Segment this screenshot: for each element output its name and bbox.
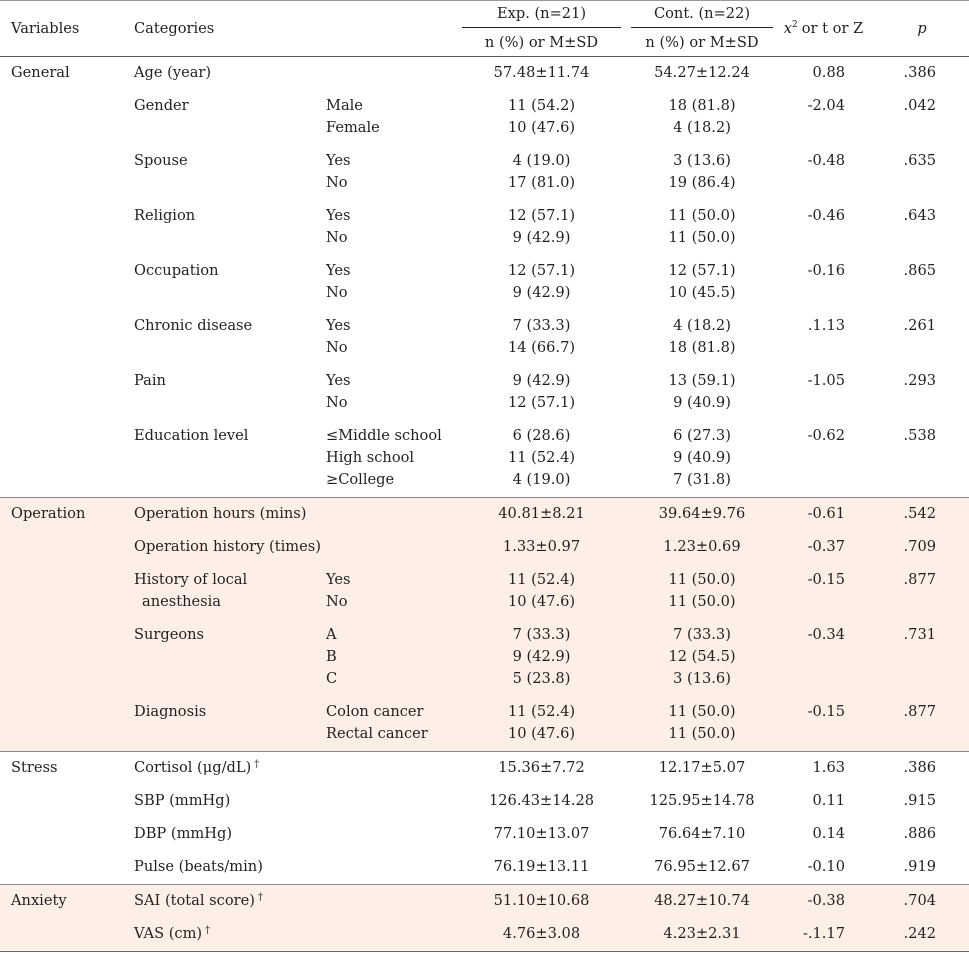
exp-value-cell — [457, 145, 626, 200]
variable-line — [134, 150, 318, 172]
exp-value: 12 (57.1) — [507, 207, 576, 224]
variable-label: Operation history (times) — [134, 538, 321, 555]
category-label: B — [326, 648, 337, 665]
statistic-value: 0.11 — [812, 792, 846, 809]
exp-value-cell — [457, 498, 626, 532]
exp-value-cell — [457, 785, 626, 818]
exp-value-cell — [457, 310, 626, 365]
variable-cell — [126, 851, 457, 885]
category-label: Yes — [326, 207, 351, 224]
cont-value-cell — [626, 531, 778, 564]
statistic-value: .1.13 — [807, 317, 846, 334]
variable-cell — [126, 255, 318, 310]
category-cell — [318, 696, 457, 752]
variable-cell — [126, 310, 318, 365]
p-value: .886 — [903, 825, 937, 842]
cont-value-cell — [626, 310, 778, 365]
header-cont — [626, 1, 778, 29]
section-stress — [0, 752, 969, 885]
cont-value: 11 (50.0) — [668, 593, 736, 610]
category-label: Rectal cancer — [326, 725, 428, 742]
section-label-cell — [0, 752, 126, 885]
cont-value: 4 (18.2) — [673, 119, 731, 136]
exp-value-cell — [457, 564, 626, 619]
footnote-mark: † — [254, 759, 260, 770]
cont-value: 4.23±2.31 — [663, 925, 741, 942]
exp-value: 9 (42.9) — [512, 229, 571, 246]
statistic-value: -0.46 — [807, 207, 846, 224]
variable-line — [134, 536, 457, 558]
category-label: No — [326, 394, 348, 411]
exp-value: 9 (42.9) — [512, 284, 571, 301]
variable-cell — [126, 420, 318, 498]
variable-cell — [126, 531, 457, 564]
variable-line — [134, 260, 318, 282]
section-label-cell — [0, 498, 126, 752]
variable-line — [134, 823, 457, 845]
category-label: Colon cancer — [326, 703, 424, 720]
exp-value: 77.10±13.07 — [493, 825, 590, 842]
exp-value: 9 (42.9) — [512, 372, 571, 389]
exp-value-cell — [457, 365, 626, 420]
variable-line — [134, 95, 318, 117]
variable-line — [134, 701, 318, 723]
category-label: Female — [326, 119, 380, 136]
header-exp — [457, 1, 626, 29]
cont-value: 18 (81.8) — [668, 339, 736, 356]
variable-label: SBP (mmHg) — [134, 792, 231, 809]
exp-value: 11 (52.4) — [507, 571, 576, 588]
p-value: .919 — [903, 858, 937, 875]
exp-value: 14 (66.7) — [507, 339, 576, 356]
statistic-value: -0.38 — [778, 885, 875, 919]
variable-line — [134, 315, 318, 337]
category-label: Yes — [326, 262, 351, 279]
cont-value: 10 (45.5) — [668, 284, 736, 301]
exp-value-cell — [457, 752, 626, 786]
statistic-value: -0.16 — [807, 262, 846, 279]
statistic-value: -1.05 — [807, 372, 846, 389]
category-label: High school — [326, 449, 415, 466]
table-header — [0, 1, 969, 57]
category-cell — [318, 365, 457, 420]
cont-value: 1.23±0.69 — [663, 538, 741, 555]
table-row — [0, 498, 969, 532]
cont-value: 11 (50.0) — [668, 703, 736, 720]
variable-label: Education level — [134, 427, 249, 444]
cont-value-cell — [626, 918, 778, 952]
footnote-mark: † — [257, 892, 263, 903]
cont-value-cell — [626, 696, 778, 752]
statistic-value: -0.37 — [778, 531, 875, 564]
variable-label: Gender — [134, 97, 189, 114]
p-value: .635 — [903, 152, 937, 169]
variable-line — [134, 205, 318, 227]
exp-value-cell — [457, 57, 626, 91]
exp-value: 15.36±7.72 — [498, 759, 585, 776]
exp-value: 11 (54.2) — [507, 97, 576, 114]
statistic-value: -2.04 — [807, 97, 846, 114]
variable-line — [134, 790, 457, 812]
cont-value-cell — [626, 200, 778, 255]
cont-value: 9 (40.9) — [673, 449, 731, 466]
section-operation — [0, 498, 969, 752]
cont-value-cell — [626, 851, 778, 885]
table-row — [0, 885, 969, 919]
exp-value-cell — [457, 619, 626, 696]
header-variables: Variables — [11, 20, 80, 37]
header-exp-label: Exp. (n=21) — [462, 1, 621, 28]
p-value: .865 — [903, 262, 937, 279]
exp-value: 126.43±14.28 — [488, 792, 595, 809]
variable-cell — [126, 885, 457, 919]
variable-cell — [126, 90, 318, 145]
cont-value: 4 (18.2) — [673, 317, 731, 334]
category-label: A — [326, 626, 337, 643]
statistic-value: -0.15 — [778, 564, 875, 619]
cont-value: 11 (50.0) — [668, 571, 736, 588]
category-cell — [318, 619, 457, 696]
cont-value: 3 (13.6) — [673, 152, 731, 169]
statistic-value: 0.14 — [812, 825, 846, 842]
exp-value: 7 (33.3) — [512, 626, 571, 643]
table-row — [0, 619, 969, 696]
table-row — [0, 57, 969, 91]
category-cell — [318, 145, 457, 200]
p-value: .731 — [875, 619, 969, 696]
p-value: .242 — [875, 918, 969, 952]
exp-value-cell — [457, 851, 626, 885]
variable-cell — [126, 752, 457, 786]
variable-label: Surgeons — [134, 626, 205, 643]
statistic-value: 1.63 — [812, 759, 846, 776]
p-value: .293 — [903, 372, 937, 389]
cont-value: 76.64±7.10 — [658, 825, 746, 842]
header-statistic-superscript: 2 — [792, 20, 798, 30]
statistic-value: -0.10 — [807, 858, 846, 875]
exp-value: 7 (33.3) — [512, 317, 571, 334]
variable-label: Occupation — [134, 262, 219, 279]
exp-value: 11 (52.4) — [507, 449, 576, 466]
exp-value-cell — [457, 885, 626, 919]
exp-value: 12 (57.1) — [507, 262, 576, 279]
category-cell — [318, 564, 457, 619]
variable-line — [134, 624, 318, 646]
category-cell — [318, 255, 457, 310]
variable-label: Cortisol (μg/dL) — [134, 759, 252, 776]
table-row — [0, 752, 969, 786]
cont-value: 7 (31.8) — [673, 471, 731, 488]
cont-value: 7 (33.3) — [673, 626, 731, 643]
cont-value: 19 (86.4) — [668, 174, 736, 191]
cont-value-cell — [626, 57, 778, 91]
cont-value-cell — [626, 785, 778, 818]
header-cont-sub: n (%) or M±SD — [645, 33, 759, 51]
section-name: Anxiety — [11, 892, 67, 909]
category-label: C — [326, 670, 338, 687]
p-value: .542 — [875, 498, 969, 532]
section-name: General — [11, 64, 70, 81]
table-row — [0, 531, 969, 564]
variable-label: History of local — [134, 571, 248, 588]
variable-line — [134, 923, 457, 945]
p-value: .386 — [903, 64, 937, 81]
variable-cell — [126, 785, 457, 818]
variable-label: SAI (total score) — [134, 892, 255, 909]
cont-value-cell — [626, 885, 778, 919]
exp-value: 51.10±10.68 — [493, 892, 590, 909]
statistic-value: 0.88 — [812, 64, 846, 81]
cont-value-cell — [626, 818, 778, 851]
cont-value: 6 (27.3) — [673, 427, 731, 444]
variable-cell — [126, 564, 318, 619]
statistic-value: -0.48 — [807, 152, 846, 169]
variable-cell — [126, 57, 457, 91]
p-value: .386 — [903, 759, 937, 776]
cont-value: 12.17±5.07 — [658, 759, 746, 776]
cont-value-cell — [626, 365, 778, 420]
table-row — [0, 365, 969, 420]
variable-label: VAS (cm) — [134, 925, 203, 942]
cont-value-cell — [626, 90, 778, 145]
category-label: ≥College — [326, 471, 395, 488]
variable-cell — [126, 365, 318, 420]
variable-label-continued: anesthesia — [142, 593, 221, 610]
exp-value: 76.19±13.11 — [493, 858, 590, 875]
exp-value: 10 (47.6) — [507, 593, 576, 610]
exp-value-cell — [457, 818, 626, 851]
category-label: No — [326, 229, 348, 246]
table-row — [0, 564, 969, 619]
variable-cell — [126, 818, 457, 851]
cont-value: 3 (13.6) — [673, 670, 731, 687]
table-row — [0, 696, 969, 752]
category-cell — [318, 310, 457, 365]
category-label: No — [326, 339, 348, 356]
cont-value: 12 (54.5) — [668, 648, 736, 665]
variable-line — [134, 62, 457, 84]
variable-line — [134, 569, 318, 591]
section-label-cell — [0, 885, 126, 952]
header-p-label: p — [917, 20, 927, 37]
p-value: .709 — [875, 531, 969, 564]
category-label: No — [326, 174, 348, 191]
category-cell — [318, 420, 457, 498]
header-row — [0, 1, 969, 29]
category-label: Male — [326, 97, 363, 114]
exp-value: 57.48±11.74 — [493, 64, 590, 81]
p-value: .643 — [903, 207, 937, 224]
table-row — [0, 200, 969, 255]
table-row — [0, 785, 969, 818]
statistic-value: -0.62 — [807, 427, 846, 444]
statistic-value: -0.34 — [778, 619, 875, 696]
variable-label: Chronic disease — [134, 317, 253, 334]
section-anxiety — [0, 885, 969, 952]
variable-cell — [126, 145, 318, 200]
category-label: No — [326, 593, 348, 610]
exp-value-cell — [457, 200, 626, 255]
variable-line — [134, 503, 457, 525]
statistic-value: -0.15 — [778, 696, 875, 752]
variable-label: Operation hours (mins) — [134, 505, 307, 522]
statistic-value: -0.61 — [778, 498, 875, 532]
category-label: ≤Middle school — [326, 427, 442, 444]
cont-value: 13 (59.1) — [668, 372, 736, 389]
cont-value: 18 (81.8) — [668, 97, 736, 114]
exp-value: 17 (81.0) — [507, 174, 576, 191]
variable-label: Pulse (beats/min) — [134, 858, 263, 875]
exp-value: 5 (23.8) — [512, 670, 571, 687]
p-value: .704 — [875, 885, 969, 919]
section-label-cell — [0, 57, 126, 498]
header-categories: Categories — [134, 20, 215, 37]
statistic-value: -.1.17 — [778, 918, 875, 952]
variable-label: Diagnosis — [134, 703, 207, 720]
table-row — [0, 90, 969, 145]
p-value: .261 — [903, 317, 937, 334]
cont-value-cell — [626, 420, 778, 498]
exp-value: 4.76±3.08 — [502, 925, 581, 942]
table-row — [0, 145, 969, 200]
variable-label: Spouse — [134, 152, 188, 169]
category-label: Yes — [326, 317, 351, 334]
variable-label: Religion — [134, 207, 196, 224]
cont-value: 76.95±12.67 — [654, 858, 750, 875]
exp-value: 10 (47.6) — [507, 725, 576, 742]
cont-value: 125.95±14.78 — [649, 792, 755, 809]
variable-line — [134, 856, 457, 878]
exp-value-cell — [457, 696, 626, 752]
header-statistic-rest: or t or Z — [801, 20, 864, 37]
variable-cell — [126, 200, 318, 255]
header-cont-label: Cont. (n=22) — [631, 1, 773, 28]
p-value: .877 — [875, 696, 969, 752]
variable-label: Pain — [134, 372, 166, 389]
header-exp-sub: n (%) or M±SD — [484, 33, 599, 51]
variable-line — [134, 757, 457, 779]
p-value: .538 — [903, 427, 937, 444]
cont-value-cell — [626, 619, 778, 696]
exp-value: 4 (19.0) — [512, 471, 571, 488]
exp-value: 6 (28.6) — [512, 427, 571, 444]
exp-value-cell — [457, 255, 626, 310]
cont-value: 48.27±10.74 — [654, 892, 750, 909]
exp-value-cell — [457, 918, 626, 952]
cont-value-cell — [626, 564, 778, 619]
variable-cell — [126, 696, 318, 752]
table-row — [0, 420, 969, 498]
header-statistic — [778, 1, 875, 57]
variable-line — [134, 890, 457, 912]
exp-value: 12 (57.1) — [507, 394, 576, 411]
category-label: Yes — [326, 571, 351, 588]
variable-cell — [126, 918, 457, 952]
exp-value: 10 (47.6) — [507, 119, 576, 136]
cont-value-cell — [626, 752, 778, 786]
variable-cell — [126, 498, 457, 532]
cont-value-cell — [626, 145, 778, 200]
exp-value: 4 (19.0) — [512, 152, 571, 169]
table-row — [0, 818, 969, 851]
exp-value: 40.81±8.21 — [498, 505, 585, 522]
table-row — [0, 310, 969, 365]
p-value: .042 — [903, 97, 937, 114]
cont-value-cell — [626, 255, 778, 310]
cont-value-cell — [626, 498, 778, 532]
category-label: No — [326, 284, 348, 301]
category-label: Yes — [326, 372, 351, 389]
p-value: .877 — [875, 564, 969, 619]
exp-value: 9 (42.9) — [512, 648, 571, 665]
section-general — [0, 57, 969, 498]
variable-label: DBP (mmHg) — [134, 825, 233, 842]
variable-line — [134, 425, 318, 447]
section-name: Operation — [11, 505, 86, 522]
cont-value: 54.27±12.24 — [654, 64, 750, 81]
category-cell — [318, 200, 457, 255]
cont-value: 11 (50.0) — [668, 207, 736, 224]
cont-value: 39.64±9.76 — [658, 505, 746, 522]
exp-value: 11 (52.4) — [507, 703, 576, 720]
category-cell — [318, 90, 457, 145]
header-statistic-symbol: x — [783, 20, 793, 37]
exp-value: 1.33±0.97 — [502, 538, 581, 555]
cont-value: 12 (57.1) — [668, 262, 736, 279]
section-name: Stress — [11, 759, 58, 776]
category-label: Yes — [326, 152, 351, 169]
variable-cell — [126, 619, 318, 696]
variable-line — [134, 370, 318, 392]
table-row — [0, 255, 969, 310]
table-row — [0, 918, 969, 952]
exp-value-cell — [457, 420, 626, 498]
exp-value-cell — [457, 531, 626, 564]
cont-value: 11 (50.0) — [668, 725, 736, 742]
variable-label: Age (year) — [134, 64, 212, 81]
header-p — [875, 1, 969, 57]
cont-value: 11 (50.0) — [668, 229, 736, 246]
footnote-mark: † — [205, 925, 211, 936]
p-value: .915 — [903, 792, 937, 809]
table-row — [0, 851, 969, 885]
cont-value: 9 (40.9) — [673, 394, 731, 411]
exp-value-cell — [457, 90, 626, 145]
